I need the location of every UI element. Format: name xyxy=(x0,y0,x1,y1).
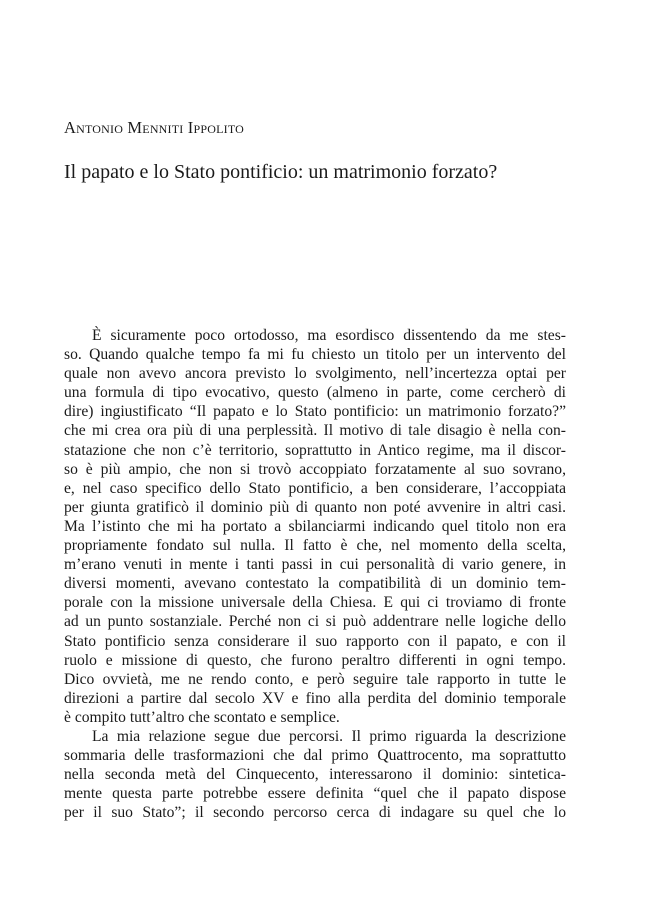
text-line: e, nel caso specifico dello Stato pontificio, a ben considerare, l’accoppiata xyxy=(64,479,566,497)
text-line: propriamente fondato sul nulla. Il fatto è che, nel momento della scelta, xyxy=(64,537,566,555)
text-line: nella seconda metà del Cinquecento, interessarono il dominio: sintetica- xyxy=(64,766,566,784)
text-line: che mi crea ora più di una perplessità. Il motivo di tale disagio è nella con- xyxy=(64,422,566,440)
text-line: so. Quando qualche tempo fa mi fu chiesto un titolo per un intervento del xyxy=(64,346,566,364)
text-line: per il suo Stato”; il secondo percorso cerca di indagare su quel che lo xyxy=(64,804,566,822)
text-line: Ma l’istinto che mi ha portato a sbilanciarmi indicando quel titolo non era xyxy=(64,517,566,535)
text-line: so è più ampio, che non si trovò accoppiato forzatamente al suo sovrano, xyxy=(64,460,566,478)
text-line: È sicuramente poco ortodosso, ma esordisco dissentendo da me stes- xyxy=(92,327,566,344)
text-line: direzioni a partire dal secolo XV e fino alla perdita del dominio temporale xyxy=(64,689,566,707)
text-line: Dico ovvietà, me ne rendo conto, e però seguire tale rapporto in tutte le xyxy=(64,670,566,688)
text-line: m’erano venuti in mente i tanti passi in cui personalità di vario genere, in xyxy=(64,556,566,574)
text-line: dire) ingiustificato “Il papato e lo Stato pontificio: un matrimonio forzato?” xyxy=(64,403,566,421)
text-line: porale con la missione universale della Chiesa. E qui ci troviamo di fronte xyxy=(64,594,566,612)
author-name: Antonio Menniti Ippolito xyxy=(64,118,245,137)
text-line: una formula di tipo evocativo, questo (almeno in parte, come cercherò di xyxy=(64,384,566,402)
text-line: ruolo e missione di questo, che furono peraltro differenti in ogni tempo. xyxy=(64,651,566,669)
chapter-title: Il papato e lo Stato pontificio: un matrimonio forzato? xyxy=(64,161,498,183)
text-line: quale non avevo ancora previsto lo svolgimento, nell’incertezza optai per xyxy=(64,365,566,383)
text-line: La mia relazione segue due percorsi. Il primo riguarda la descrizione xyxy=(92,727,566,745)
text-line: statazione che non c’è territorio, soprattutto in Antico regime, ma il discor- xyxy=(64,441,566,459)
text-line: per giunta gratificò il dominio più di quanto non poté avvenire in altri casi. xyxy=(64,498,566,516)
text-line: mente questa parte potrebbe essere definita “quel che il papato dispose xyxy=(64,785,566,803)
text-line: diversi momenti, avevano contestato la compatibilità di un dominio tem- xyxy=(64,575,566,593)
text-line: ad un punto sostanziale. Perché non ci si può addentrare nelle logiche dello xyxy=(64,613,566,631)
text-line: è compito tutt’altro che scontato e semplice. xyxy=(64,708,340,726)
text-line: sommaria delle trasformazioni che dal primo Quattrocento, ma soprattutto xyxy=(64,747,566,765)
text-line: Stato pontificio senza considerare il suo rapporto con il papato, e con il xyxy=(64,632,566,650)
body-text xyxy=(64,326,566,822)
